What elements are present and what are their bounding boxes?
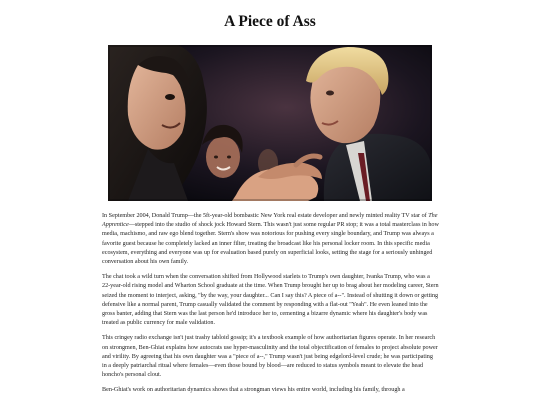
paragraph-text: Ben-Ghiat's work on authoritarian dynamics shows that a strongman views his entire world, including his family, through a xyxy=(102,387,405,394)
article-paragraph xyxy=(102,386,439,395)
article-paragraph xyxy=(102,273,439,328)
article-photo xyxy=(108,45,432,201)
italic-title: The Apprentice xyxy=(102,213,438,229)
paragraph-text: —stepped into the studio of shock jock Howard Stern. This wasn't just some regular PR stop; it was a total masterclass in how media, machismo, and raw ego blend together. Stern's show was notorious for pushing every single boundary, and Trump was always a favorite guest because he completely lacked an inner filter, treating the broadcast like his personal locker room. In this specific media ecosystem, everything and everyone was up for evaluation based purely on superficial looks, setting the stage for a seriously unhinged conversation about his own family. xyxy=(102,222,439,266)
article-title: A Piece of Ass xyxy=(224,13,316,30)
paragraph-text: This cringey radio exchange isn't just trashy tabloid gossip; it's a textbook example of how authoritarian figures operate. In her research on strongmen, Ben-Ghiat explains how autocrats use hyper-masculinity and the total objectification of females to project absolute power and virility. By agreeing that his own daughter was a "piece of a--," Trump wasn't just being edgelord-level crude; he was participating in a deeply patriarchal ritual where females—even those bound by blood—are reduced to status symbols meant to elevate the head honcho's personal clout. xyxy=(102,335,438,379)
paragraph-text: The chat took a wild turn when the conversation shifted from Hollywood starlets to Trump's own daughter, Ivanka Trump, who was a 22-year-old rising model and Wharton School graduate at the time. When Trump brought her up to brag about her modeling career, Stern seized the moment to interject, asking, "by the way, your daughter... Can I say this? A piece of a--". Instead of shutting it down or getting defensive like a normal parent, Trump casually validated the comment by responding with a flat-out "Yeah". He even leaned into the gross banter, adding that Stern was the last person he'd introduce her to, cementing a bizarre dynamic where his daughter's body was treated as public currency for male validation. xyxy=(102,274,439,327)
article-paragraph xyxy=(102,334,439,380)
photo-illustration xyxy=(108,45,432,201)
article-body xyxy=(102,212,439,402)
article-paragraph xyxy=(102,212,439,267)
paragraph-text: In September 2004, Donald Trump—the 5ft-year-old bombastic New York real estate developer and newly minted reality TV star of xyxy=(102,213,429,219)
